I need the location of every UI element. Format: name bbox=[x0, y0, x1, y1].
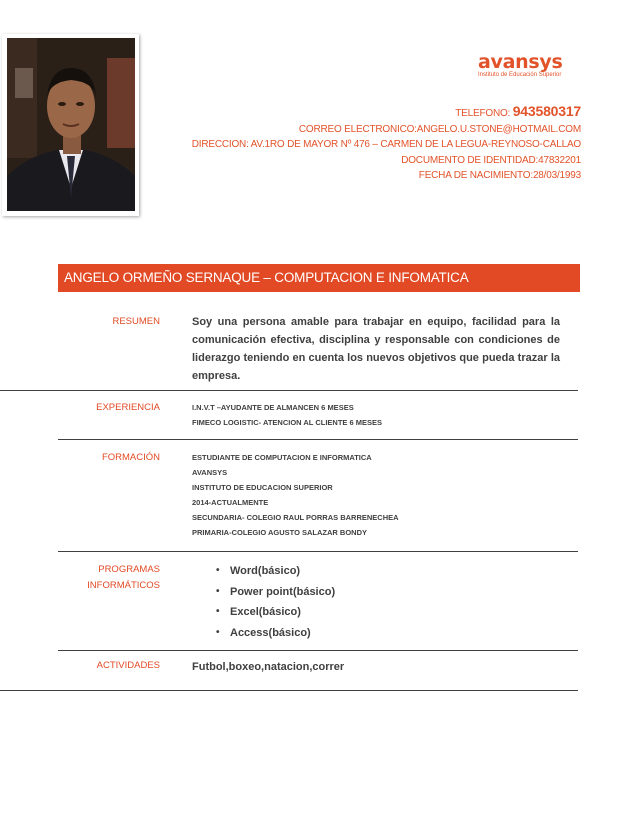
divider bbox=[58, 551, 578, 552]
formacion-list bbox=[192, 450, 560, 540]
list-item: I.N.V.T –AYUDANTE DE ALMANCEN 6 MESES bbox=[192, 403, 354, 412]
list-item: AVANSYS bbox=[192, 468, 228, 477]
avansys-logo bbox=[478, 52, 574, 88]
bullet-icon: • bbox=[216, 585, 220, 597]
divider bbox=[58, 650, 578, 651]
name-banner: ANGELO ORMEÑO SERNAQUE – COMPUTACION E INFOMATICA bbox=[58, 264, 580, 292]
list-item: ESTUDIANTE DE COMPUTACION E INFORMATICA bbox=[192, 453, 372, 462]
programas-list bbox=[192, 561, 560, 643]
divider bbox=[0, 390, 578, 391]
divider bbox=[0, 690, 578, 691]
phone-row bbox=[192, 104, 581, 122]
label-line: PROGRAMAS bbox=[98, 564, 160, 575]
bullet-icon: • bbox=[216, 606, 220, 617]
logo-wordmark: avansys bbox=[478, 51, 563, 73]
resumen-text: Soy una persona amable para trabajar en equipo, facilidad para la comunicación efectiva, disciplina y responsable con condiciones de liderazgo teniendo en cuenta los nuevos objetivos que pueda trazar la empresa. bbox=[192, 316, 560, 382]
id-document-row: DOCUMENTO DE IDENTIDAD:47832201 bbox=[401, 154, 581, 166]
section-label: EXPERIENCIA bbox=[96, 402, 160, 413]
list-item: SECUNDARIA- COLEGIO RAUL PORRAS BARRENECHEA bbox=[192, 513, 399, 522]
section-label bbox=[58, 562, 160, 594]
section-label: RESUMEN bbox=[112, 316, 160, 327]
list-item: • Access(básico) bbox=[192, 623, 560, 644]
portrait-image bbox=[7, 38, 135, 211]
section-experiencia bbox=[58, 400, 578, 434]
bullet-icon: • bbox=[216, 626, 220, 638]
birth-date-row: FECHA DE NACIMIENTO:28/03/1993 bbox=[418, 170, 581, 181]
list-item: • Word(básico) bbox=[192, 561, 560, 582]
phone-value: 943580317 bbox=[512, 103, 581, 119]
section-label: FORMACIÓN bbox=[101, 452, 160, 463]
contact-info bbox=[192, 104, 581, 184]
list-item: PRIMARIA-COLEGIO AGUSTO SALAZAR BONDY bbox=[192, 528, 368, 537]
actividades-text: Futbol,boxeo,natacion,correr bbox=[192, 661, 345, 673]
bullet-icon: • bbox=[216, 565, 220, 576]
label-line: INFORMÁTICOS bbox=[87, 580, 160, 591]
section-resumen bbox=[58, 314, 578, 386]
list-item: 2014-ACTUALMENTE bbox=[192, 498, 269, 507]
list-item: FIMECO LOGISTIC- ATENCION AL CLIENTE 6 MESES bbox=[192, 418, 383, 427]
logo-tagline: Instituto de Educación Superior bbox=[478, 72, 562, 78]
section-formacion bbox=[58, 450, 578, 544]
list-item: • Excel(básico) bbox=[192, 602, 560, 623]
divider bbox=[58, 439, 578, 440]
experiencia-list bbox=[192, 400, 560, 430]
section-programas bbox=[58, 562, 578, 646]
phone-label: TELEFONO: bbox=[455, 108, 511, 119]
profile-photo bbox=[2, 34, 139, 216]
section-actividades bbox=[58, 658, 578, 682]
email-row: CORREO ELECTRONICO:ANGELO.U.STONE@HOTMAIL.COM bbox=[298, 123, 581, 135]
list-item: INSTITUTO DE EDUCACION SUPERIOR bbox=[192, 483, 333, 492]
address-row: DIRECCION: AV.1RO DE MAYOR Nº 476 – CARMEN DE LA LEGUA-REYNOSO-CALLAO bbox=[191, 139, 581, 150]
list-item: • Power point(básico) bbox=[192, 582, 560, 603]
section-label: ACTIVIDADES bbox=[96, 660, 160, 671]
